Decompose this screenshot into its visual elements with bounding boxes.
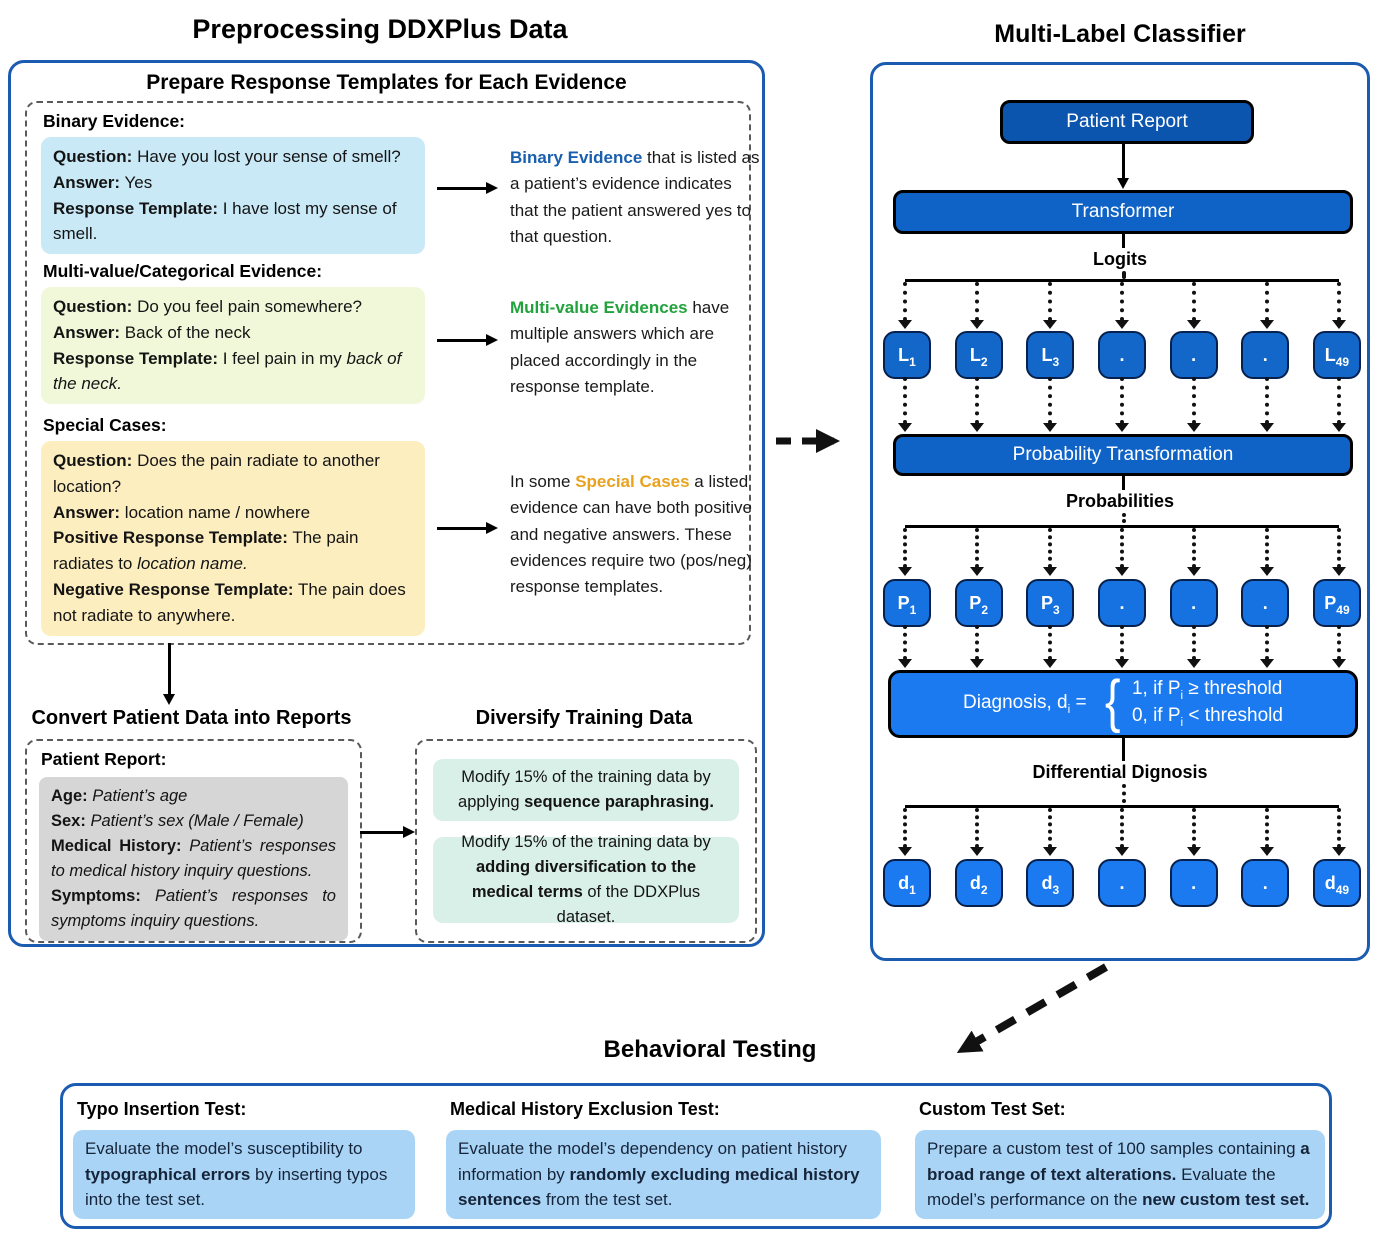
node-box-subscript: 49: [1336, 603, 1350, 617]
patient-report-card: [39, 777, 348, 941]
dotted-arrow: [1245, 808, 1289, 856]
node-box: [955, 859, 1003, 907]
behavioral-testing-title: Behavioral Testing: [603, 1036, 817, 1063]
node-box: [1098, 331, 1146, 379]
card-line: [445, 830, 727, 930]
transformer-node: [893, 190, 1353, 234]
node-box-subscript: 1: [909, 603, 917, 617]
dotted-arrow: [1028, 528, 1072, 576]
special-cases-arrow: [437, 527, 487, 530]
text-run: Age:: [51, 787, 88, 805]
card-line: [53, 448, 413, 500]
logits-dotted-arrows: [883, 282, 1361, 329]
node-box: [1026, 859, 1074, 907]
classifier-to-testing-arrow: [962, 967, 1106, 1050]
dotted-arrow: [1245, 377, 1289, 432]
dotted-arrow: [883, 282, 927, 329]
card-line: [51, 884, 336, 934]
node-label: Patient Report: [1066, 111, 1188, 132]
binary-arrow: [437, 187, 487, 190]
node-box: [955, 579, 1003, 627]
node-box: [1313, 331, 1361, 379]
node-box-label: P: [1040, 592, 1053, 613]
node-box-subscript: 2: [980, 355, 988, 369]
paraphrasing-block: [433, 759, 739, 821]
card-line: [445, 765, 727, 815]
text-run: < threshold: [1183, 705, 1283, 726]
prob-to-diagnosis-arrows: [883, 625, 1361, 668]
dotted-arrow: [1100, 377, 1144, 432]
text-run: Evaluate the model’s susceptibility to: [85, 1139, 363, 1158]
dotted-arrow: [955, 528, 999, 576]
text-run: location name.: [137, 554, 248, 574]
text-run: Evaluate the model’s dependency on patient history information by: [458, 1139, 848, 1184]
node-box-label: .: [1262, 344, 1268, 365]
node-box-label: L: [1324, 344, 1336, 365]
text-run: by inserting typos into the test set.: [85, 1164, 388, 1209]
node-box: [1098, 859, 1146, 907]
preprocessing-panel: [8, 60, 765, 947]
node-box-label: .: [1191, 344, 1197, 365]
differential-row: [883, 859, 1361, 907]
text-run: In some: [510, 472, 576, 491]
text-run: I have lost my sense of smell.: [53, 198, 397, 244]
typo-test-block: [73, 1130, 415, 1219]
node-box-label: .: [1262, 592, 1268, 613]
text-run: Answer:: [53, 322, 121, 342]
text-run: Response Template:: [53, 348, 219, 368]
dotted-arrow: [1245, 528, 1289, 576]
text-run: a listed evidence can have both positive and negative answers. These evidences require two (pos/neg) response templates.: [510, 472, 752, 597]
node-box: [1170, 859, 1218, 907]
node-box: [1241, 579, 1289, 627]
text-run: Modify 15% of the training data by: [461, 832, 711, 851]
card-line: [53, 320, 413, 346]
classifier-title: Multi-Label Classifier: [994, 20, 1246, 48]
text-run: have multiple answers which are placed accordingly in the response template.: [510, 298, 730, 397]
binary-explanation: [510, 145, 762, 250]
text-run: Back of the neck: [120, 322, 251, 342]
text-run: Patient’s responses to symptoms inquiry questions.: [51, 887, 336, 931]
text-run: i: [1180, 715, 1184, 729]
report-to-transformer-arrow: [1122, 141, 1125, 179]
text-run: Patient’s sex (Male / Female): [85, 812, 304, 831]
dotted-arrow: [955, 377, 999, 432]
special-cases-explanation: [510, 469, 768, 601]
node-box-subscript: 3: [1052, 603, 1060, 617]
text-run: Question:: [53, 451, 133, 470]
node-box: [1026, 331, 1074, 379]
dotted-arrow: [1100, 282, 1144, 329]
node-box-label: .: [1119, 592, 1125, 613]
dotted-arrow: [1317, 282, 1361, 329]
node-box: [1241, 331, 1289, 379]
text-run: typographical errors: [85, 1164, 251, 1184]
logits-row: [883, 331, 1361, 379]
dotted-arrow: [1028, 808, 1072, 856]
node-box-label: .: [1191, 592, 1197, 613]
node-box-label: d: [1324, 872, 1336, 893]
node-box: [1313, 579, 1361, 627]
card-line: [53, 144, 413, 170]
templates-to-reports-arrow: [168, 643, 171, 695]
node-box-label: .: [1119, 344, 1125, 365]
logits-label: Logits: [1093, 249, 1147, 269]
text-run: Does the pain radiate to another location?: [53, 451, 380, 496]
convert-heading: Convert Patient Data into Reports: [31, 707, 352, 729]
text-run: Binary Evidence: [510, 148, 643, 167]
text-run: Special Cases: [575, 472, 690, 491]
diversification-block: [433, 832, 739, 927]
node-box: [1313, 859, 1361, 907]
node-box: [883, 579, 931, 627]
custom-test-heading: Custom Test Set:: [919, 1099, 1066, 1119]
prob-dotted-arrows: [883, 528, 1361, 576]
node-box: [1170, 579, 1218, 627]
text-run: Positive Response Template:: [53, 528, 288, 548]
node-box-label: L: [1041, 344, 1053, 365]
text-run: 0, if P: [1131, 705, 1181, 726]
text-run: from the test set.: [541, 1190, 673, 1209]
special-cases-label: Special Cases:: [43, 415, 167, 435]
multi-value-card: [41, 287, 425, 404]
logits-to-prob-arrows: [883, 377, 1361, 432]
node-box-subscript: 1: [909, 883, 916, 897]
node-box-subscript: 3: [1052, 883, 1060, 897]
patient-report-label: Patient Report:: [41, 749, 167, 769]
card-line: [51, 784, 336, 809]
node-box-label: .: [1119, 872, 1125, 893]
probabilities-label: Probabilities: [1065, 491, 1175, 511]
text-run: i: [1180, 689, 1184, 703]
diagnosis-brace: {: [1104, 668, 1121, 734]
node-box-label: P: [969, 592, 982, 613]
node-label: Transformer: [1071, 201, 1175, 222]
node-box-label: d: [969, 872, 981, 893]
binary-evidence-card: [41, 137, 425, 254]
text-run: that is listed as a patient’s evidence indicates that the patient answered yes to that question.: [510, 148, 760, 247]
node-box-subscript: 1: [909, 355, 916, 369]
node-box: [1098, 579, 1146, 627]
text-run: Patient’s age: [87, 787, 188, 805]
node-box-subscript: 2: [981, 603, 988, 617]
text-run: Response Template:: [53, 198, 219, 218]
prob-stem: [1122, 473, 1125, 490]
reports-to-diversify-arrow: [360, 831, 404, 834]
text-run: The pain radiates to: [53, 528, 359, 574]
diff-dotted-arrows: [883, 808, 1361, 856]
templates-dashed-box: [25, 101, 760, 645]
text-run: Negative Response Template:: [53, 580, 294, 600]
diagnosis-prefix: [963, 692, 1087, 716]
text-run: Do you feel pain somewhere?: [132, 297, 362, 316]
text-run: Multi-value Evidences: [510, 298, 688, 317]
prob-dotted-stem: [1122, 513, 1126, 523]
node-box: [1241, 859, 1289, 907]
node-box-label: .: [1191, 872, 1197, 893]
text-run: adding diversification to the medical terms: [471, 857, 697, 901]
diagnosis-case-2: [1132, 704, 1283, 731]
dotted-arrow: [1100, 625, 1144, 668]
history-test-heading: Medical History Exclusion Test:: [450, 1099, 720, 1119]
binary-evidence-label: Binary Evidence:: [43, 111, 185, 131]
dotted-arrow: [1028, 625, 1072, 668]
dotted-arrow: [1028, 377, 1072, 432]
diagnosis-stem: [1122, 735, 1125, 761]
node-box: [883, 859, 931, 907]
node-box-label: P: [1324, 592, 1337, 613]
dotted-arrow: [955, 625, 999, 668]
card-line: [53, 170, 413, 196]
dotted-arrow: [1317, 625, 1361, 668]
node-box-label: P: [897, 592, 910, 613]
dotted-arrow: [883, 377, 927, 432]
text-run: a broad range of text alterations.: [927, 1139, 1310, 1184]
diff-dotted-stem: [1122, 784, 1126, 803]
text-run: Symptoms:: [51, 887, 141, 906]
templates-header: Prepare Response Templates for Each Evidence: [146, 71, 627, 94]
custom-test-block: [915, 1130, 1325, 1219]
card-line: [53, 294, 413, 320]
text-run: Yes: [120, 172, 153, 192]
differential-diagnosis-label: Differential Dignosis: [1032, 762, 1208, 782]
behavioral-testing-panel: [60, 1083, 1332, 1229]
text-run: Question:: [53, 297, 133, 316]
text-run: Have you lost your sense of smell?: [132, 147, 401, 166]
text-run: The pain does not radiate to anywhere.: [53, 580, 406, 625]
diagnosis-node: [888, 670, 1358, 738]
dotted-arrow: [1317, 808, 1361, 856]
node-box-subscript: 3: [1052, 355, 1060, 369]
node-box-subscript: 49: [1335, 883, 1350, 897]
typo-test-heading: Typo Insertion Test:: [77, 1099, 247, 1119]
text-run: of the DDXPlus dataset.: [556, 883, 701, 927]
diversify-dashed-box: [415, 739, 757, 943]
dotted-arrow: [1172, 808, 1216, 856]
node-box: [1026, 579, 1074, 627]
probabilities-row: [883, 579, 1361, 627]
text-run: I feel pain in my: [218, 348, 347, 368]
text-run: Diagnosis, d: [963, 692, 1068, 714]
dotted-arrow: [955, 282, 999, 329]
dotted-arrow: [955, 808, 999, 856]
dotted-arrow: [1172, 625, 1216, 668]
dotted-arrow: [1028, 282, 1072, 329]
dotted-arrow: [1100, 528, 1144, 576]
special-cases-card: [41, 441, 425, 636]
node-box: [955, 331, 1003, 379]
text-run: randomly excluding medical history sentences: [458, 1164, 860, 1209]
text-run: sequence paraphrasing.: [524, 793, 714, 811]
dotted-arrow: [1245, 282, 1289, 329]
dotted-arrow: [883, 808, 927, 856]
node-box-label: .: [1262, 872, 1268, 893]
multi-value-explanation: [510, 295, 762, 400]
patient-report-dashed-box: [25, 739, 362, 943]
card-line: [53, 196, 413, 248]
card-line: [51, 809, 336, 834]
node-box-label: L: [969, 344, 981, 365]
dotted-arrow: [1317, 377, 1361, 432]
dotted-arrow: [1172, 282, 1216, 329]
probability-transformation-node: [893, 434, 1353, 476]
left-title: Preprocessing DDXPlus Data: [192, 14, 568, 44]
text-run: Answer:: [53, 502, 121, 522]
text-run: location name / nowhere: [120, 502, 311, 522]
text-run: Answer:: [53, 172, 121, 192]
text-run: Question:: [53, 147, 133, 166]
dotted-arrow: [1317, 528, 1361, 576]
text-run: Medical History:: [51, 837, 182, 856]
text-run: ≥ threshold: [1183, 678, 1283, 700]
dotted-arrow: [1172, 528, 1216, 576]
text-run: Prepare a custom test of 100 samples containing: [927, 1139, 1301, 1158]
card-line: [53, 577, 413, 629]
patient-report-node: [1000, 100, 1254, 144]
transformer-stem: [1122, 231, 1125, 248]
dotted-arrow: [1100, 808, 1144, 856]
logits-dotted-stem: [1122, 271, 1126, 279]
text-run: Sex:: [51, 812, 86, 831]
node-box: [1170, 331, 1218, 379]
node-box-label: d: [1041, 872, 1053, 893]
card-line: [53, 525, 413, 577]
text-run: Modify 15% of the training data by applying: [458, 767, 711, 811]
diagnosis-cases: [1132, 677, 1283, 730]
diversify-heading: Diversify Training Data: [475, 707, 693, 729]
node-label: Probability Transformation: [1012, 444, 1234, 465]
node-box: [883, 331, 931, 379]
text-run: back of the neck.: [53, 348, 402, 394]
text-run: Patient’s responses to medical history inquiry questions.: [51, 837, 336, 881]
diagnosis-case-1: [1132, 677, 1283, 704]
text-run: =: [1070, 692, 1087, 714]
dotted-arrow: [883, 528, 927, 576]
text-run: i: [1067, 702, 1071, 716]
history-test-block: [446, 1130, 881, 1219]
dotted-arrow: [1172, 377, 1216, 432]
classifier-panel: [870, 62, 1370, 961]
multi-value-arrow: [437, 339, 487, 342]
dotted-arrow: [883, 625, 927, 668]
dotted-arrow: [1245, 625, 1289, 668]
card-line: [53, 346, 413, 398]
node-box-label: d: [898, 872, 910, 893]
node-box-label: L: [898, 344, 910, 365]
node-box-subscript: 2: [980, 883, 988, 897]
card-line: [51, 834, 336, 884]
text-run: Evaluate the model’s performance on the: [927, 1164, 1276, 1209]
text-run: new custom test set.: [1142, 1190, 1310, 1209]
text-run: 1, if P: [1131, 678, 1181, 700]
multi-value-label: Multi-value/Categorical Evidence:: [43, 261, 323, 281]
node-box-subscript: 49: [1335, 355, 1350, 369]
card-line: [53, 500, 413, 526]
